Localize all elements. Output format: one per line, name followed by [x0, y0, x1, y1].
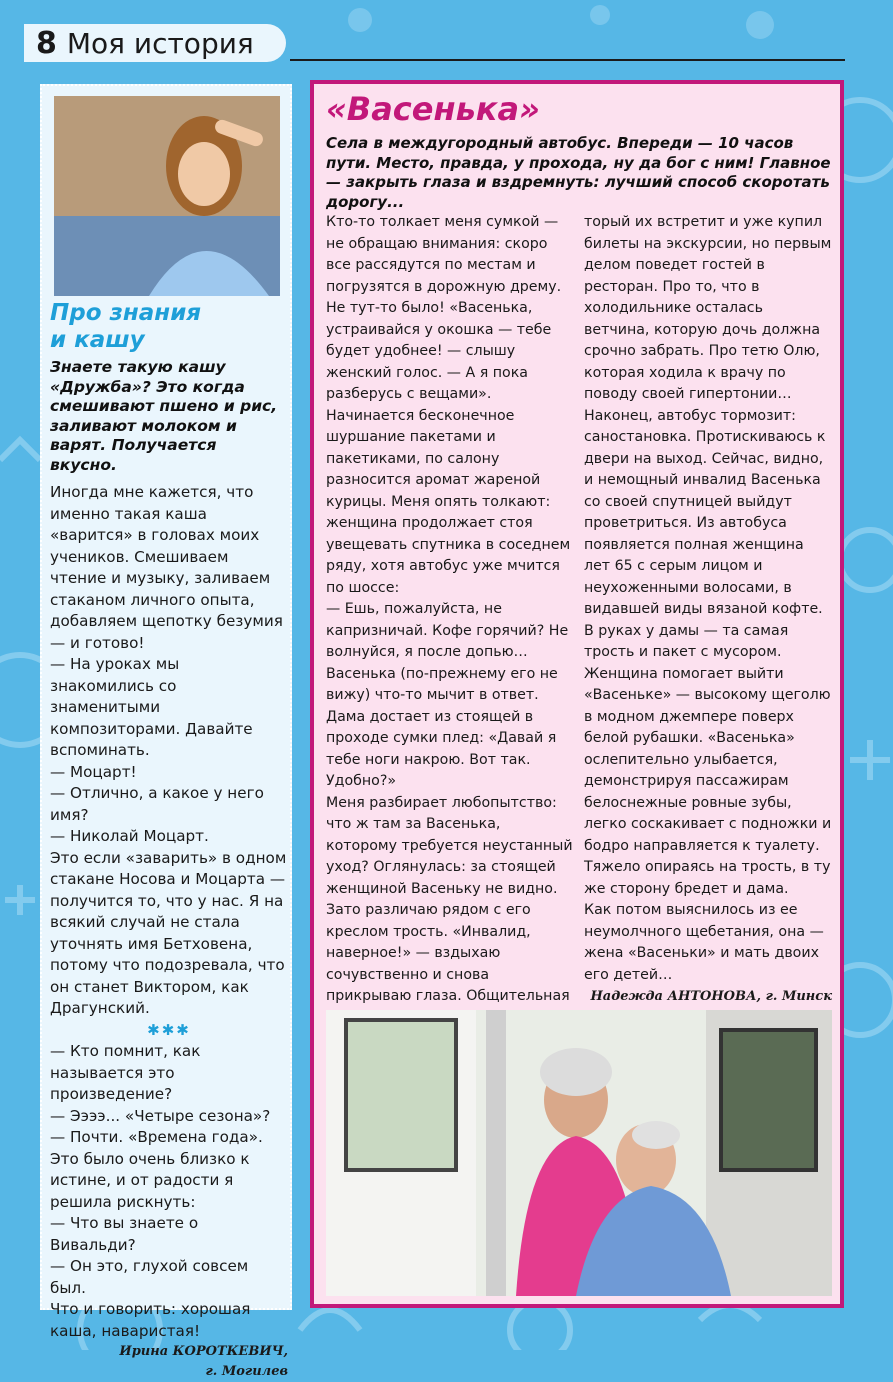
bus-couple-illustration	[326, 1010, 832, 1296]
left-story-lead: Знаете такую кашу «Дружба»? Это когда смешивают пшено и рис, заливают молоком и варят. Получается вкусно.	[50, 358, 278, 474]
teacher-photo	[54, 96, 280, 296]
header-rule	[290, 59, 845, 61]
left-signature-city: г. Могилев	[205, 1364, 288, 1379]
left-paragraph: — Моцарт!	[50, 762, 137, 781]
story-paragraph: торый их встретит и уже купил билеты на экскурсии, но первым делом поведет гостей в ресторан. Про то, что в холодильнике осталась ветчина, которую дочь должна срочно забрать. Про тетю Олю, которая ходила к врачу по поводу своей гипертонии…	[584, 214, 832, 402]
left-paragraph: — На уроках мы знакомились со знаменитыми композиторами. Давайте вспоминать.	[50, 655, 253, 759]
right-story-title: «Васенька»	[326, 90, 540, 128]
left-story-box	[40, 84, 292, 1379]
right-story-lead: Села в междугородный автобус. Впереди — 10 часов пути. Место, правда, у прохода, ну да бог с ним! Главное — закрыть глаза и вздремнуть: лучший способ скоротать дорогу...	[326, 134, 831, 211]
left-paragraph: — Он это, глухой совсем был.	[50, 1257, 249, 1297]
left-title-line-2: и кашу	[50, 327, 145, 353]
story-paragraph: — Ешь, пожалуйста, не капризничай. Кофе горячий? Не волнуйся, я после допью…	[326, 601, 569, 660]
bus-couple-photo	[326, 1010, 832, 1296]
left-signature-name: Ирина КОРОТКЕВИЧ,	[119, 1344, 288, 1359]
teacher-illustration	[54, 96, 280, 296]
left-paragraph: Что и говорить: хорошая каша, наваристая!	[50, 1300, 251, 1340]
left-signature	[50, 1342, 288, 1382]
left-paragraph: — Почти. «Времена года». Это было очень близко к истине, и от радости я решила рискнуть:	[50, 1128, 263, 1211]
left-paragraph: — Отлично, а какое у него имя?	[50, 784, 264, 824]
section-title: Моя история	[66, 26, 254, 60]
section-divider: ✱✱✱	[147, 1020, 191, 1039]
story-paragraph: Наконец, автобус тормозит: саностановка. Протискиваюсь к двери на выход. Сейчас, видно, и немощный инвалид Васенька со своей спутницей выйдут проветриться. Из автобуса появляется полная женщина лет 65 с серым лицом и неухоженными волосами, в видавшей виды вязаной кофте. В руках у дамы — та самая трость и пакет с мусором. Женщина помогает выйти «Васеньке» — высокому щеголю в модном джемпере поверх белой рубашки. «Васенька» ослепительно улыбается, демонстрируя пассажирам белоснежные ровные зубы, легко соскакивает с подножки и бодро направляется к туалету. Тяжело опираясь на трость, в ту же сторону бредет и дама.	[584, 407, 832, 897]
left-paragraph: Иногда мне кажется, что именно такая каша «варится» в головах моих учеников. Смешиваем чтение и музыку, заливаем стаканом личного опыта, добавляем щепотку безумия — и готово!	[50, 483, 283, 652]
left-paragraph: — Ээээ... «Четыре сезона»?	[50, 1106, 271, 1125]
left-paragraph: Это если «заварить» в одном стакане Носова и Моцарта — получится то, что у нас. Я на всякий случай не стала уточнять имя Бетховена, потому что подозревала, что он станет Виктором, как Драгунский.	[50, 848, 287, 1017]
header-tab	[24, 24, 286, 62]
story-paragraph: Меня разбирает любопытство: что ж там за Васенька, которому требуется неустанный уход? Оглянулась: за стоящей женщиной Васеньку не видно. Зато различаю рядом с его креслом трость. «Инвалид, наверное!» — вздыхаю сочувственно и снова прикрываю глаза. Общительная	[326, 794, 573, 1004]
left-paragraph: — Кто помнит, как называется это произведение?	[50, 1042, 201, 1103]
page-header	[0, 18, 893, 70]
right-story-column-2	[584, 212, 832, 1008]
story-paragraph: Васенька (по-прежнему его не вижу) что-то мычит в ответ. Дама достает из стоящей в проходе сумки плед: «Давай я тебе ноги накрою. Вот так. Удобно?»	[326, 665, 558, 789]
right-story-column-1	[326, 212, 574, 1072]
left-paragraph: — Николай Моцарт.	[50, 827, 209, 845]
left-story-body	[50, 482, 288, 1382]
right-story-panel	[310, 80, 844, 1308]
story-paragraph: Как потом выяснилось из ее неумолчного щебетания, она — жена «Васеньки» и мать двоих его детей…	[584, 902, 824, 983]
left-paragraph: — Что вы знаете о Вивальди?	[50, 1214, 199, 1254]
left-title-line-1: Про знания	[50, 300, 202, 326]
left-story-title	[50, 300, 286, 354]
story-paragraph: Кто-то толкает меня сумкой — не обращаю внимания: скоро все рассядутся по местам и погрузятся в дорожную дрему. Не тут-то было! «Васенька, устраивайся у окошка — тебе будет удобнее! — слышу женский голос. — А я пока разберусь с вещами». Начинается бесконечное шуршание пакетами и пакетиками, по салону разносится аромат жареной курицы. Меня опять толкают: женщина продолжает стоя увещевать спутника в соседнем ряду, хотя автобус уже мчится по шоссе:	[326, 214, 571, 596]
page-number: 8	[36, 25, 57, 61]
right-signature: Надежда АНТОНОВА, г. Минск	[590, 989, 832, 1004]
